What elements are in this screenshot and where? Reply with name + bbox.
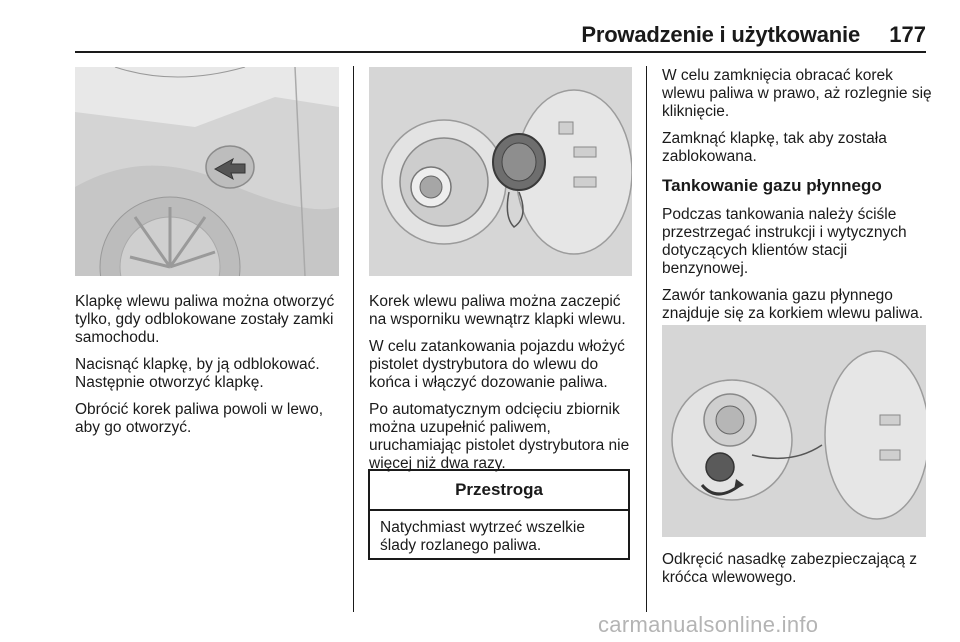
paragraph: W celu zamknięcia obracać korek wlewu paliwa w prawo, aż rozlegnie się kliknięcie. [662,67,932,120]
paragraph: Zawór tankowania gazu płynnego znajduje się za korkiem wlewu paliwa. [662,287,924,322]
section-heading: Tankowanie gazu płynnego [662,176,882,195]
page-number: 177 [889,22,926,47]
paragraph: Odkręcić nasadkę zabezpieczającą z króćca wlewowego. [662,551,918,586]
paragraph: Klapkę wlewu paliwa można otworzyć tylko, gdy odblokowane zostały zamki samochodu. [75,293,335,346]
column3-top-text [662,67,932,175]
page-header-title: Prowadzenie i użytkowanie [581,22,860,47]
paragraph: Po automatycznym odcięciu zbiornik można uzupełnić paliwem, uruchamiając pistolet dystrybutora nie więcej niż dwa razy. [369,401,630,472]
caution-box [368,469,630,560]
column1-text [75,293,343,446]
column-divider-1 [353,66,354,612]
lpg-valve-illustration [662,325,926,537]
watermark: carmanualsonline.info [598,612,819,637]
paragraph: W celu zatankowania pojazdu włożyć pistolet dystrybutora do wlewu do końca i włączyć dozowanie paliwa. [369,338,625,391]
paragraph: Zamknąć klapkę, tak aby została zablokowana. [662,130,887,165]
header-rule [75,51,926,53]
caution-title: Przestroga [370,471,628,511]
paragraph: Korek wlewu paliwa można zaczepić na wsporniku wewnątrz klapki wlewu. [369,293,626,328]
paragraph: Nacisnąć klapkę, by ją odblokować. Następnie otworzyć klapkę. [75,356,320,391]
column3-bottom-text [662,551,932,596]
column2-text [369,293,637,482]
fuel-cap-on-bracket-illustration [369,67,632,276]
paragraph: Obrócić korek paliwa powoli w lewo, aby go otworzyć. [75,401,324,436]
caution-text: Natychmiast wytrzeć wszelkie ślady rozlanego paliwa. [380,519,585,554]
fuel-flap-car-illustration [75,67,339,276]
column3-mid-text [662,206,932,332]
paragraph: Podczas tankowania należy ściśle przestrzegać instrukcji i wytycznych dotyczących klientów stacji benzynowej. [662,206,907,277]
column-divider-2 [646,66,647,612]
